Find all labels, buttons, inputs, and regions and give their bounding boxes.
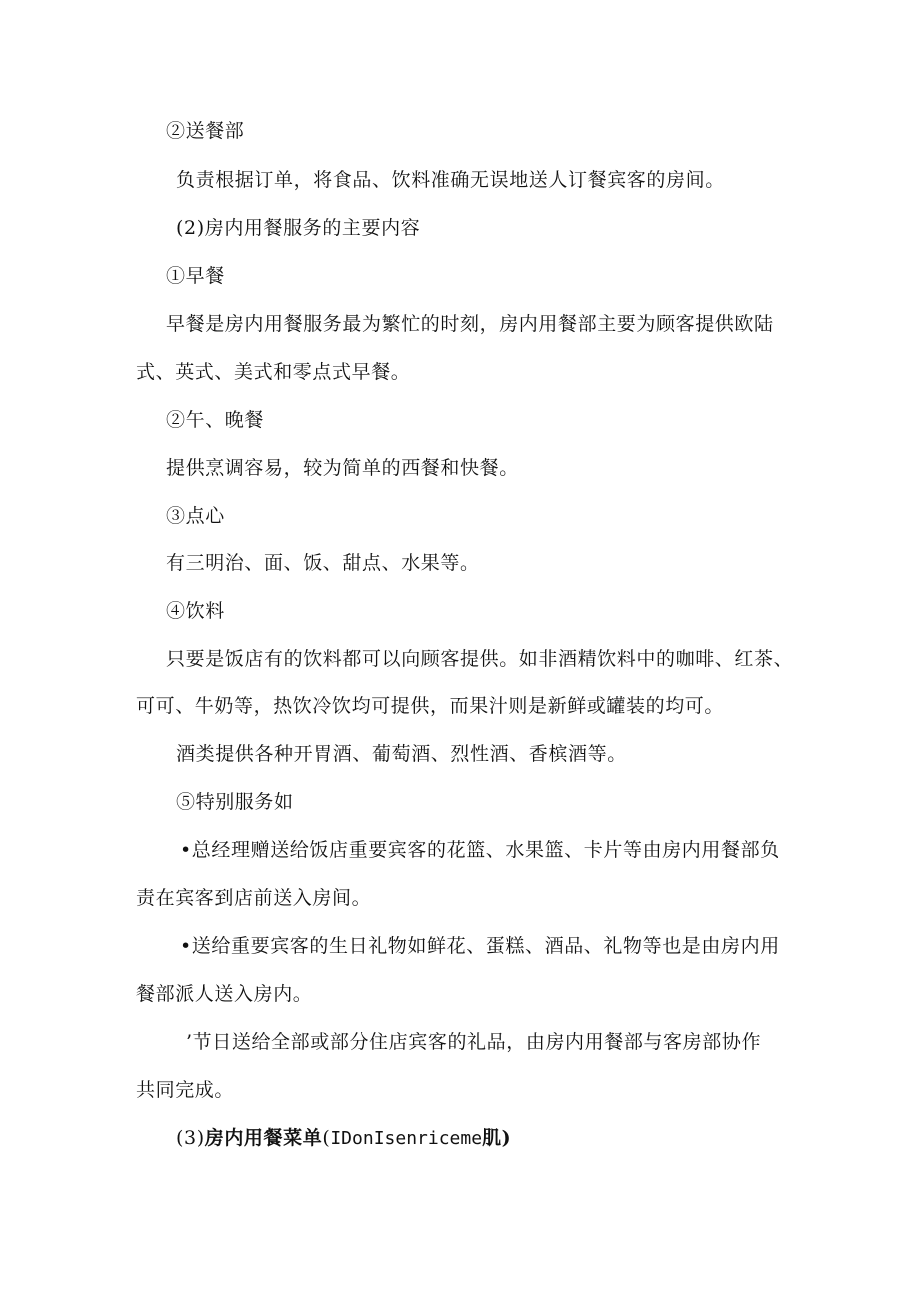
heading-paren-open: ( [322,1127,331,1149]
bullet-holiday-gifts-line2: 共同完成。 [136,1079,235,1101]
bullet-manager-gifts-line1: •总经理赠送给饭店重要宾客的花篮、水果篮、卡片等由房内用餐部负 [180,839,780,861]
paragraph-alcohol: 酒类提供各种开胃酒、葡萄酒、烈性酒、香槟酒等。 [176,743,627,765]
subheading-beverages: ④饮料 [166,600,225,622]
heading-number: (3) [176,1127,205,1149]
bullet-manager-gifts-line2: 责在宾客到店前送入房间。 [136,887,372,909]
subheading-breakfast: ①早餐 [166,265,225,287]
paragraph-lunch-dinner: 提供烹调容易，较为简单的西餐和快餐。 [166,457,519,479]
paragraph-breakfast-line1: 早餐是房内用餐服务最为繁忙的时刻，房内用餐部主要为顾客提供欧陆 [166,313,774,335]
bullet-birthday-gifts-line1: •送给重要宾客的生日礼物如鲜花、蛋糕、酒品、礼物等也是由房内用 [180,935,780,957]
paragraph-beverages-line2: 可可、牛奶等，热饮冷饮均可提供，而果汁则是新鲜或罐装的均可。 [136,695,725,717]
heading-room-service-menu [176,1126,511,1151]
subheading-lunch-dinner: ②午、晚餐 [166,409,265,431]
paragraph-breakfast-line2: 式、英式、美式和零点式早餐。 [136,361,411,383]
paragraph-beverages-line1: 只要是饭店有的饮料都可以向顾客提供。如非酒精饮料中的咖啡、红茶、 [166,648,794,670]
paragraph-snacks: 有三明治、面、饭、甜点、水果等。 [166,552,480,574]
subheading-special-services: ⑤特别服务如 [176,791,294,813]
heading-title: 房内用餐菜单 [204,1127,323,1149]
bullet-holiday-gifts-line1: ’节日送给全部或部分住店宾客的礼品，由房内用餐部与客房部协作 [186,1031,762,1053]
subheading-room-delivery: ②送餐部 [166,120,245,142]
heading-latin-term: IDonIsenriceme [330,1128,483,1149]
bullet-birthday-gifts-line2: 餐部派人送入房内。 [136,983,313,1005]
paragraph-delivery-duty: 负责根据订单，将食品、饮料准确无误地送人订餐宾客的房间。 [176,169,725,191]
heading-main-content: (2)房内用餐服务的主要内容 [176,217,421,239]
subheading-snacks: ③点心 [166,505,225,527]
heading-tail: 肌) [482,1127,512,1149]
